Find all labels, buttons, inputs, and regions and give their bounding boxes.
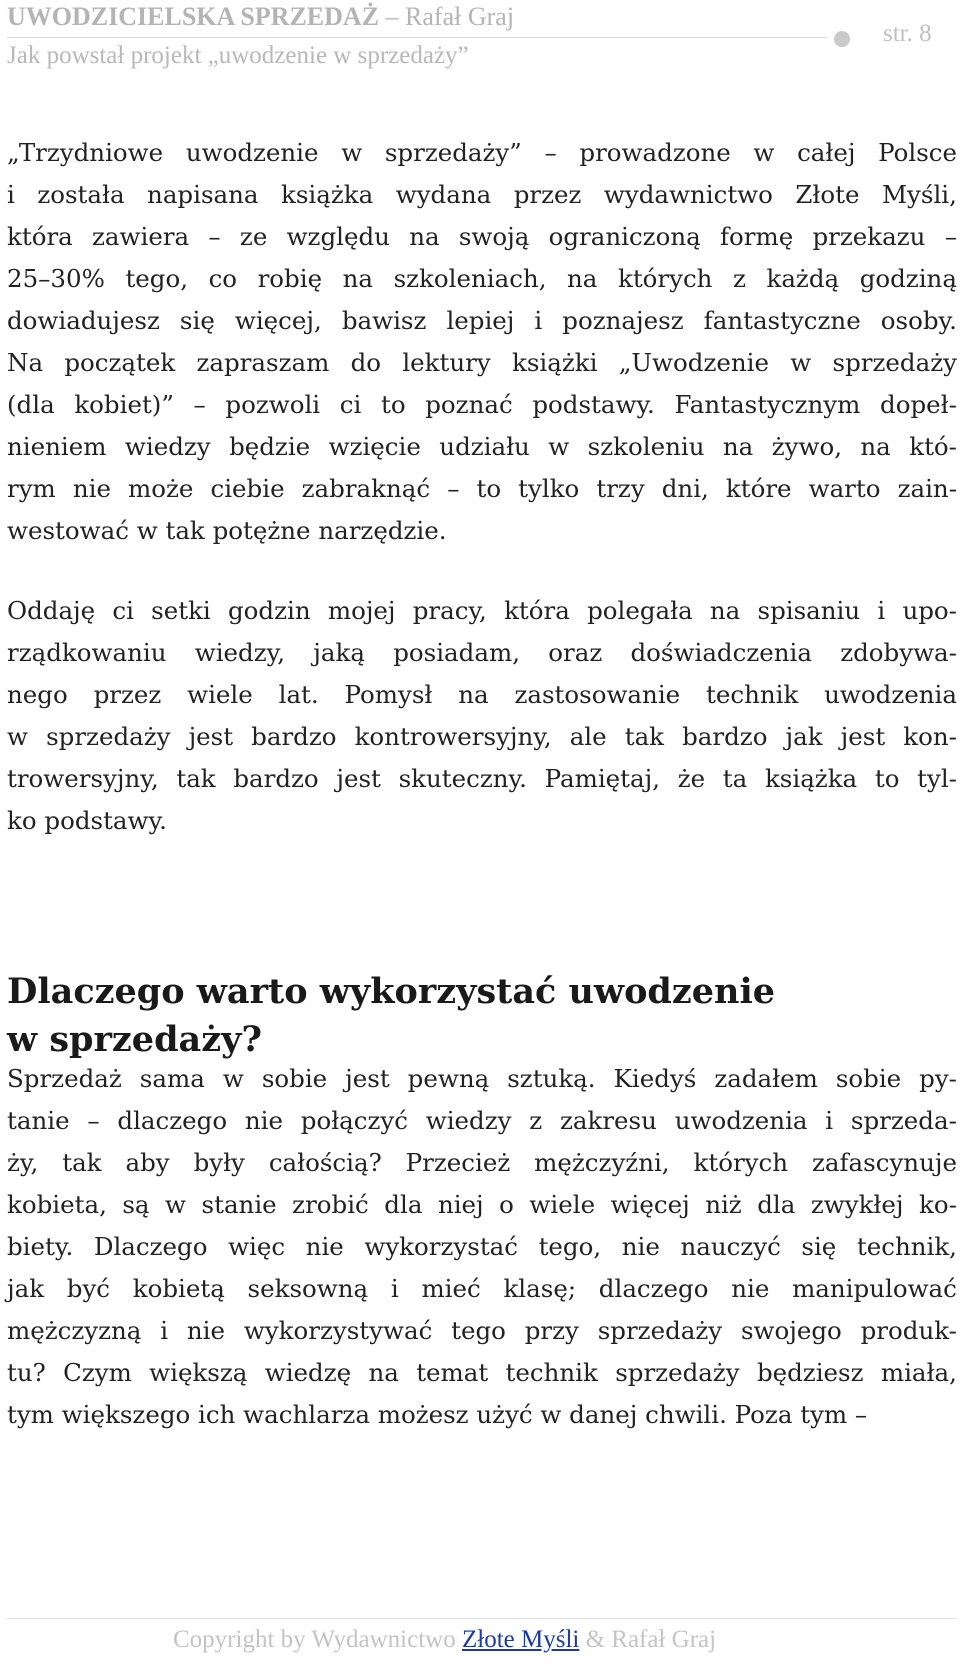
page-number: str. 8	[883, 20, 932, 47]
text-line: ży, tak aby były całością? Przecież mężczyźni, których zafascynuje	[7, 1148, 957, 1177]
paragraph-1	[7, 132, 957, 552]
page-header	[0, 0, 960, 80]
paragraph-2	[7, 590, 957, 842]
author-name: – Rafał Graj	[385, 2, 515, 31]
text-line: i została napisana książka wydana przez wydawnictwo Złote Myśli,	[7, 180, 957, 209]
text-line: rym nie może ciebie zabraknąć – to tylko trzy dni, które warto zain-	[7, 474, 957, 503]
text-line: Oddaję ci setki godzin mojej pracy, która polegała na spisaniu i upo-	[7, 596, 957, 625]
footer-divider	[7, 1618, 957, 1619]
text-line: (dla kobiet)” – pozwoli ci to poznać podstawy. Fantastycznym dopeł-	[7, 390, 957, 419]
text-line: kobieta, są w stanie zrobić dla niej o wiele więcej niż dla zwykłej ko-	[7, 1190, 957, 1219]
bullet-dot-icon	[834, 31, 850, 47]
text-line: biety. Dlaczego więc nie wykorzystać tego, nie nauczyć się technik,	[7, 1232, 957, 1261]
text-line: trowersyjny, tak bardzo jest skuteczny. Pamiętaj, że ta książka to tyl-	[7, 764, 957, 793]
header-divider	[7, 37, 827, 38]
section-heading	[7, 968, 775, 1064]
text-line: jak być kobietą seksowną i mieć klasę; dlaczego nie manipulować	[7, 1274, 957, 1303]
chapter-title: Jak powstał projekt „uwodzenie w sprzedaży”	[7, 42, 469, 69]
text-line: która zawiera – ze względu na swoją ograniczoną formę przekazu –	[7, 222, 957, 251]
text-line: rządkowaniu wiedzy, jaką posiadam, oraz doświadczenia zdobywa-	[7, 638, 957, 667]
page-footer	[173, 1626, 716, 1654]
text-line: ko podstawy.	[7, 806, 167, 835]
text-line: tanie – dlaczego nie połączyć wiedzy z zakresu uwodzenia i sprzeda-	[7, 1106, 957, 1135]
text-line: dowiadujesz się więcej, bawisz lepiej i poznajesz fantastyczne osoby.	[7, 306, 957, 335]
running-title	[7, 2, 514, 32]
paragraph-3	[7, 1058, 957, 1436]
text-line: tu? Czym większą wiedzę na temat technik sprzedaży będziesz miała,	[7, 1358, 957, 1387]
text-line: 25–30% tego, co robię na szkoleniach, na których z każdą godziną	[7, 264, 957, 293]
publisher-link[interactable]: Złote Myśli	[461, 1626, 580, 1653]
text-line: nego przez wiele lat. Pomysł na zastosowanie technik uwodzenia	[7, 680, 957, 709]
text-line: „Trzydniowe uwodzenie w sprzedaży” – prowadzone w całej Polsce	[7, 138, 957, 167]
copyright-author: & Rafał Graj	[585, 1626, 717, 1653]
text-line: nieniem wiedzy będzie wzięcie udziału w szkoleniu na żywo, na któ-	[7, 432, 957, 461]
section-heading-line: Dlaczego warto wykorzystać uwodzenie	[7, 971, 776, 1012]
text-line: westować w tak potężne narzędzie.	[7, 516, 447, 545]
text-line: Na początek zapraszam do lektury książki „Uwodzenie w sprzedaży	[7, 348, 957, 377]
text-line: mężczyzną i nie wykorzystywać tego przy sprzedaży swojego produk-	[7, 1316, 957, 1345]
copyright-text: Copyright by Wydawnictwo	[173, 1626, 456, 1653]
text-line: w sprzedaży jest bardzo kontrowersyjny, ale tak bardzo jak jest kon-	[7, 722, 957, 751]
section-heading-line: w sprzedaży?	[7, 1019, 262, 1060]
book-title: UWODZICIELSKA SPRZEDAŻ	[7, 2, 380, 31]
text-line: Sprzedaż sama w sobie jest pewną sztuką. Kiedyś zadałem sobie py-	[7, 1064, 957, 1093]
text-line: tym większego ich wachlarza możesz użyć w danej chwili. Poza tym –	[7, 1400, 868, 1429]
